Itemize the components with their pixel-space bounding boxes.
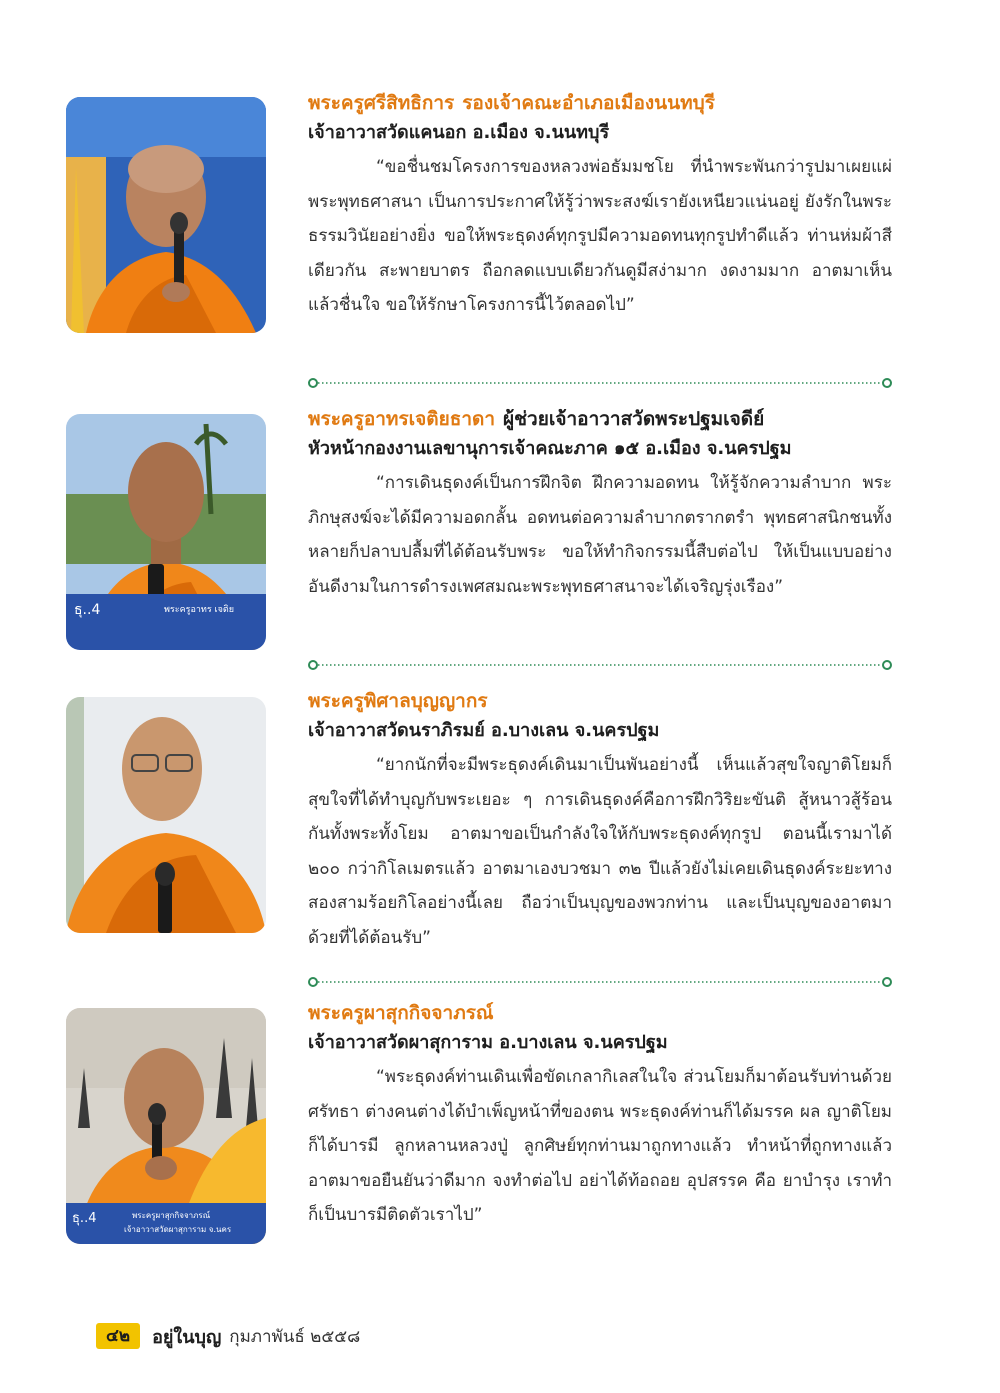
monk-name: พระครูพิศาลบุญญากร — [308, 690, 488, 712]
page-number: ๔๒ — [96, 1323, 140, 1349]
monk-role: หัวหน้ากองงานเลขานุการเจ้าคณะภาค ๑๕ อ.เมือง จ.นครปฐม — [308, 438, 792, 459]
monk-text-3 — [308, 686, 892, 955]
page-footer — [96, 1322, 360, 1350]
monk-role: เจ้าอาวาสวัดผาสุการาม อ.บางเลน จ.นครปฐม — [308, 1032, 668, 1053]
photo-caption: พระครูอาทร เจติย — [164, 605, 235, 615]
monk-quote: “การเดินธุดงค์เป็นการฝึกจิต ฝึกความอดทน ให้รู้จักความลำบาก พระภิกษุสงฆ์จะได้มีความอดกลั้น อดทนต่อความลำบากตรากตรำ พุทธศาสนิกชนทั้งหลายก็ปลาบปลื้มที่ได้ต้อนรับพระ ขอให้ทำกิจกรรมนี้สืบต่อไป ให้เป็นแบบอย่างอันดีงามในการดำรงเพศสมณะพระพุทธศาสนาจะได้เจริญรุ่งเรือง” — [308, 473, 892, 597]
monk-name-line — [308, 686, 892, 716]
monk-text-1 — [308, 88, 892, 323]
monk-photo-2 — [66, 414, 266, 650]
monk-quote: “ยากนักที่จะมีพระธุดงค์เดินมาเป็นพันอย่างนี้ เห็นแล้วสุขใจญาติโยมก็สุขใจที่ได้ทำบุญกับพระเยอะ ๆ การเดินธุดงค์คือการฝึกวิริยะขันติ สู้หนาวสู้ร้อนกันทั้งพระทั้งโยม อาตมาขอเป็นกำลังใจให้กับพระธุดงค์ทุกรูป ตอนนี้เรามาได้ ๒๐๐ กว่ากิโลเมตรแล้ว อาตมาเองบวชมา ๓๒ ปีแล้วยังไม่เคยเดินธุดงค์ระยะทางสองสามร้อยกิโลอย่างนี้เลย ถือว่าเป็นบุญของพวกท่าน และเป็นบุญของอาตมาด้วยที่ได้ต้อนรับ” — [308, 755, 892, 948]
section-divider-3 — [308, 976, 892, 988]
monk-role-inline: ผู้ช่วยเจ้าอาวาสวัดพระปฐมเจดีย์ — [503, 408, 765, 430]
monk-text-2 — [308, 404, 892, 604]
monk-photo-1 — [66, 97, 266, 333]
monk-role: เจ้าอาวาสวัดนราภิรมย์ อ.บางเลน จ.นครปฐม — [308, 720, 660, 741]
monk-name-line — [308, 88, 892, 118]
monk-quote: “ขอชื่นชมโครงการของหลวงพ่อธัมมชโย ที่นำพระพันกว่ารูปมาเผยแผ่พระพุทธศาสนา เป็นการประกาศให้รู้ว่าพระสงฆ์เรายังเหนียวแน่นอยู่ ยังรักในพระธรรมวินัยอย่างยิ่ง ขอให้พระธุดงค์ทุกรูปมีความอดทนทุกรูปทำดีแล้ว ท่านห่มผ้าสีเดียวกัน สะพายบาตร ถือกลดแบบเดียวกันดูมีสง่ามาก งดงามมาก อาตมาเห็นแล้วชื่นใจ ขอให้รักษาโครงการนี้ไว้ตลอดไป” — [308, 157, 892, 315]
svg-text:ธุ..4: ธุ..4 — [72, 1211, 97, 1226]
monk-photo-4 — [66, 1008, 266, 1244]
monk-photo-3 — [66, 697, 266, 933]
issue-date: กุมภาพันธ์ ๒๕๕๘ — [229, 1326, 361, 1347]
monk-role: เจ้าอาวาสวัดแคนอก อ.เมือง จ.นนทบุรี — [308, 122, 610, 143]
monk-role-inline: รองเจ้าคณะอำเภอเมืองนนทบุรี — [462, 92, 715, 114]
monk-name: พระครูอาทรเจติยธาดา — [308, 408, 496, 430]
monk-name: พระครูผาสุกกิจจาภรณ์ — [308, 1002, 494, 1024]
section-divider-2 — [308, 659, 892, 671]
monk-quote: “พระธุดงค์ท่านเดินเพื่อขัดเกลากิเลสในใจ ส่วนโยมก็มาต้อนรับท่านด้วยศรัทธา ต่างคนต่างได้บำเพ็ญหน้าที่ของตน พระธุดงค์ท่านก็ได้มรรค ผล ญาติโยมก็ได้บารมี ลูกหลานหลวงปู่ ลูกศิษย์ทุกท่านมาถูกทางแล้ว ทำหน้าที่ถูกทางแล้ว อาตมาขอยืนยันว่าดีมาก จงทำต่อไป อย่าได้ท้อถอย อุปสรรค คือ ยาบำรุง เราทำก็เป็นบารมีติดตัวเราไป” — [308, 1067, 892, 1225]
monk-name-line — [308, 998, 892, 1028]
photo-caption: พระครูผาสุกกิจจาภรณ์ — [132, 1211, 211, 1220]
photo-caption-2: เจ้าอาวาสวัดผาสุการาม จ.นคร — [124, 1225, 232, 1234]
section-divider-1 — [308, 377, 892, 389]
magazine-title: อยู่ในบุญ — [152, 1326, 222, 1348]
svg-text:ธุ..4: ธุ..4 — [74, 602, 101, 618]
monk-name: พระครูศรีสิทธิการ — [308, 92, 455, 114]
monk-text-4 — [308, 998, 892, 1233]
monk-name-line — [308, 404, 892, 434]
